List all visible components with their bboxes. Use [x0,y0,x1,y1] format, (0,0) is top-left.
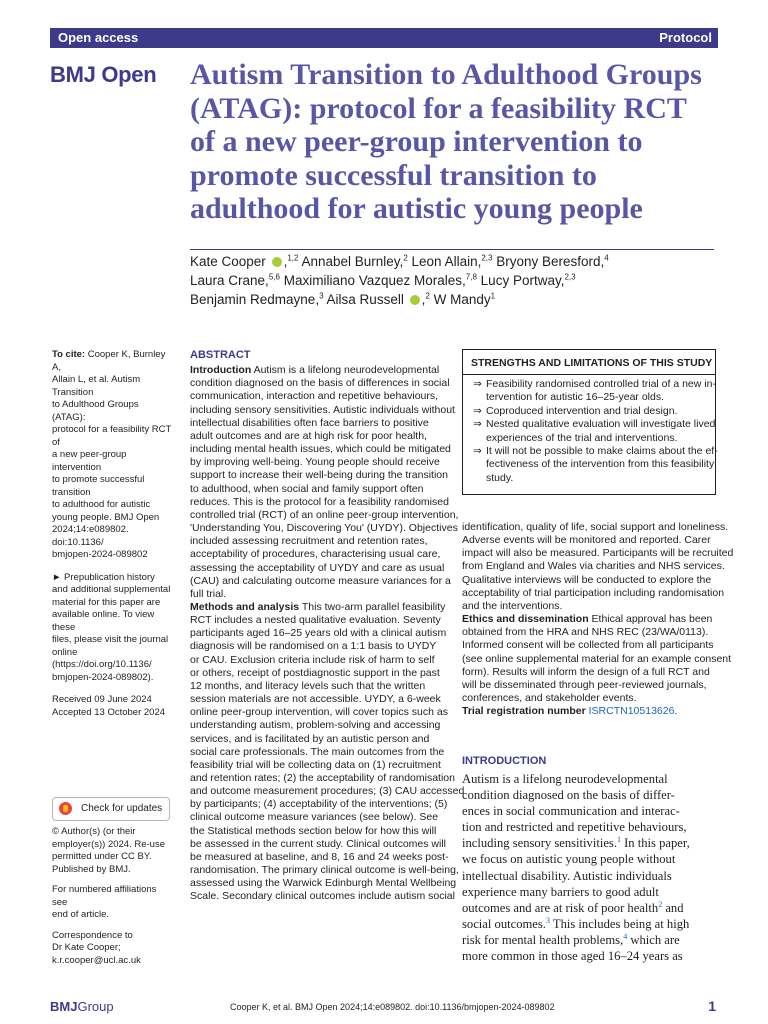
cite-text: to Adulthood Groups (ATAG): [52,399,139,423]
abstract-continued-line: conferences, and stakeholder events. [462,692,637,705]
affil-text: For numbered affiliations see [52,884,157,908]
correspondence-label: Correspondence to [52,929,133,941]
author-name[interactable]: Kate Cooper [190,254,266,269]
abstract-line: assessing the acceptability of UYDY and care as usual [190,561,445,574]
intro-line: ences in social communication and interac- [462,804,680,819]
cite-text: a new peer-group intervention [52,449,127,473]
abstract-line: to adulthood, when social and family support often [190,482,424,495]
strength-item-line: It will not be possible to make claims about the ef- [486,445,718,458]
brand-tail: Group [77,999,114,1014]
intro-text: This includes being at high [549,916,690,931]
affil-sup: 1,2 [287,253,299,263]
affil-sup: 2 [403,253,408,263]
intro-line [462,900,716,916]
prepub-text: files, please visit the journal [52,634,169,645]
abstract [190,349,465,904]
copyright-text: employer(s)) 2024. Re-use [52,838,165,850]
abstract-line: services, and is facilitated by an autistic person and [190,732,430,745]
prepub-block [52,572,172,685]
abstract-line: Methods and analysis This two-arm parallel feasibility [190,600,446,613]
page-number: 1 [708,998,716,1014]
intro-line: tion and restricted and repetitive behaviours, [462,820,687,835]
abstract-continued-line: from England and Wales via charities and NHS services. [462,560,725,573]
cite-text: 2024;14:e089802. doi:10.1136/ [52,524,129,548]
intro-text: In this paper, [620,836,690,851]
abstract-line: intellectual disabilities often face barriers to positive [190,416,429,429]
strength-item [473,445,718,485]
abstract-continued-line: will be disseminated through peer-reviewed journals, [462,678,707,691]
abstract-line: condition diagnosed on the basis of differences in social [190,377,450,390]
abstract-continued [462,521,734,718]
affiliation-note [52,884,172,922]
author-name[interactable]: Leon Allain, [411,254,482,269]
strength-item [473,378,718,405]
author-name[interactable]: Lucy Portway, [480,273,565,288]
intro-line: condition diagnosed on the basis of differ- [462,788,675,803]
arrow-icon: ⇒ [473,378,482,390]
title-line: promote successful transition to [190,158,597,192]
author-name[interactable]: W Mandy [433,292,491,307]
cite-text: Allain L, et al. Autism Transition [52,374,141,398]
abstract-line: RCT includes a nested qualitative evaluation. Seventy [190,614,441,627]
affil-sup: 2,3 [481,253,493,263]
title-line: adulthood for autistic young people [190,192,643,225]
top-banner [50,28,718,48]
abstract-line: or CAU. Exclusion criteria include risk of harm to self [190,653,435,666]
copyright-text: © Author(s) (or their [52,826,136,837]
check-updates-label: Check for updates [81,803,163,814]
citation-block [52,349,172,562]
trial-registration [462,705,716,718]
copyright-text: Published by BMJ. [52,863,131,875]
prepub-link[interactable]: online (https://doi.org/10.1136/ [52,646,152,670]
introduction-body [462,771,716,964]
strengths-limitations-box [462,349,716,495]
strength-item-line: experiences of the trial and interventions. [486,431,678,444]
prepub-text: available online. To view these [52,609,155,633]
abstract-line: and outcome measurement procedures; (3) CAU accessed [190,785,465,798]
abstract-line: included assessing recruitment and retention rates, [190,535,428,548]
author-line: Benjamin Redmayne,$^3$ Ailsa Russell ,$^2$ W Mandy$^1$ [190,291,496,307]
abstract-line: online peer-group intervention, will cover topics such as [190,706,448,719]
intro-line [462,835,716,851]
check-for-updates-button[interactable] [52,797,170,821]
strength-item-line: tervention for autistic 16–25-year olds. [486,391,665,404]
open-access-label: Open access [58,30,139,45]
intro-text: which are [627,932,680,947]
abstract-line: adult outcomes and are at high risk for poor health, [190,429,427,442]
correspondence-block [52,930,172,968]
arrow-icon: ⇒ [473,418,482,431]
affil-sup: 2 [425,291,430,301]
abstract-line: Introduction Autism is a lifelong neurodevelopmental [190,364,440,377]
affil-sup: 3 [319,291,324,301]
intro-line [462,932,716,948]
strength-item-line: study. [486,471,514,484]
abstract-continued-line: Informed consent will be collected from all participants [462,639,714,652]
abstract-continued-line: impact will also be measured. Participants will be recruited [462,547,734,560]
copyright-block [52,826,172,876]
prepub-text: material for this paper are [52,596,161,608]
abstract-line: acceptability of procedures, characterising usual care, [190,548,441,561]
abstract-line: (CAU) and calculating outcome measure variances for a [190,574,451,587]
abstract-continued-body [462,521,734,705]
title-rule [190,249,714,250]
correspondence-email[interactable]: k.r.cooper@ucl.ac.uk [52,954,141,966]
abstract-line: 12 months, and literacy levels such that the written [190,679,426,692]
abstract-line: Scale. Secondary clinical outcomes include autism social [190,890,455,903]
abstract-line: including sensory sensitivities. Autistic individuals without [190,403,455,416]
box-divider [463,374,715,375]
abstract-line: participants aged 16–25 years old with a clinical autism [190,627,447,640]
intro-line [462,916,716,932]
abstract-line: be measured at baseline, and 8, 16 and 24 weeks post- [190,850,449,863]
strengths-list [473,378,718,485]
footer-citation: Cooper K, et al. BMJ Open 2024;14:e089802. doi:10.1136/bmjopen-2024-089802 [230,1002,555,1012]
ref-link[interactable]: 1 [616,835,621,845]
trial-end: . [674,705,678,718]
trial-label: Trial registration number [462,705,586,718]
cite-text: bmjopen-2024-089802 [52,549,148,560]
arrow-icon: ⇒ [473,404,482,417]
abstract-continued-line: and the interventions. [462,599,563,612]
correspondence-name: Dr Kate Cooper; [52,942,121,953]
abstract-line: by improving well-being. Young people should receive [190,456,440,469]
abstract-line: or others, receipt of postdiagnostic support in the past [190,666,440,679]
author-name[interactable]: Maximiliano Vazquez Morales, [283,273,466,288]
intro-text: including sensory sensitivities. [462,836,617,851]
abstract-line: by participants; (4) acceptability of the interventions; (5) [190,798,448,811]
prepub-link[interactable]: bmjopen-2024-089802). [52,671,154,683]
cite-label: To cite: [52,349,86,360]
abstract-continued-line: Adverse events will be monitored and reported. Carer [462,534,711,547]
abstract-continued-line: acceptability of trial participation including randomisation [462,586,725,599]
title-line: Autism Transition to Adulthood Groups [190,58,702,91]
ref-link[interactable]: 2 [658,899,663,909]
abstract-body [190,364,465,903]
abstract-line: full trial. [190,587,227,600]
cite-text: protocol for a feasibility RCT of [52,424,172,448]
intro-text: and [662,900,684,915]
arrow-icon: ⇒ [473,445,482,458]
cite-text: to adulthood for autistic [52,499,151,510]
received-date: Received 09 June 2024 [52,694,152,705]
brand-text: BMJ [50,999,78,1014]
crossmark-icon [59,802,72,815]
cite-text: to promote successful transition [52,474,145,498]
abstract-line: reduces. This is the protocol for a feasibility randomised [190,495,449,508]
orcid-icon[interactable] [410,295,420,305]
title-line: of a new peer-group intervention to [190,125,643,158]
strength-item-line: fectiveness of the intervention from this feasibility [486,458,715,471]
abstract-line: including mental health issues, which could be mitigated [190,443,451,456]
title-line: (ATAG): protocol for a feasibility RCT [190,91,687,125]
ref-link[interactable]: 3 [545,915,550,925]
abstract-continued-line: identification, quality of life, social support and loneliness. [462,521,729,533]
author-line: Kate Cooper ,$^{1,2}$ Annabel Burnley,$^2$ Leon Allain,$^{2,3}$ Bryony Beresford,$^4$ [190,253,609,269]
abstract-line: feasibility trial will be collecting data on (1) recruitment [190,758,441,771]
affil-sup: 7,8 [465,272,477,282]
abstract-line: diagnosis will be randomised on a 1:1 basis to UYDY [190,640,437,653]
abstract-continued-line: Qualitative interviews will be conducted to explore the [462,573,712,586]
author-name[interactable]: Annabel Burnley, [301,254,404,269]
introduction-heading: INTRODUCTION [462,755,547,767]
orcid-icon[interactable] [272,257,282,267]
intro-line: experience many barriers to good adult [462,884,659,899]
abstract-line: the Statistical methods section below for how this will [190,824,437,837]
prepub-text: and additional supplemental [52,584,171,595]
affil-sup: 1 [490,291,496,301]
author-name[interactable]: Ailsa Russell [326,292,404,307]
trial-number-link[interactable]: ISRCTN10513626 [588,705,675,718]
affil-text: end of article. [52,909,110,920]
strength-item-line: Coproduced intervention and trial design. [486,404,678,417]
abstract-continued-line: form). Results will inform the design of a full RCT and [462,665,710,678]
prepub-text: ► Prepublication history [52,571,155,583]
abstract-line: communication, interaction and repetitive behaviours, [190,390,439,403]
intro-line: intellectual disability. Autistic individuals [462,868,672,883]
abstract-continued-line: Ethics and dissemination Ethical approval has been [462,613,713,626]
abstract-line: understanding autism, problem-solving and accessing [190,719,441,732]
intro-text: outcomes and are at risk of poor health [462,900,659,915]
abstract-line: and retention rates; (2) the acceptability of randomisation [190,772,455,784]
intro-text: social outcomes. [462,916,546,931]
abstract-line: social care professionals. The main outcomes from the [190,745,445,758]
dates-block [52,694,172,719]
abstract-line: randomisation. The primary clinical outcome is well-being, [190,864,459,877]
ref-link[interactable]: 4 [623,931,628,941]
abstract-line: 'Understanding You, Discovering You' (UYDY). Objectives [190,522,458,535]
strength-item [473,418,718,445]
affil-sup: 5,6 [268,272,280,282]
strength-item [473,405,718,418]
author-name[interactable]: Bryony Beresford, [496,254,605,269]
intro-line: we focus on autistic young people without [462,852,676,867]
author-name[interactable]: Benjamin Redmayne, [190,292,320,307]
abstract-line: be assessed in the current study. Clinical outcomes will [190,837,447,850]
cite-text: Cooper K, Burnley A, [52,349,166,373]
sidebar-lower [52,826,172,967]
abstract-line: assessed using the Warwick Edinburgh Mental Wellbeing [190,877,457,890]
abstract-line: support to increase their well-being during the transition [190,469,448,482]
abstract-heading: ABSTRACT [190,349,251,361]
affil-sup: 2,3 [564,272,576,282]
intro-text: risk for mental health problems, [462,932,624,947]
strengths-heading: STRENGTHS AND LIMITATIONS OF THIS STUDY [471,357,713,369]
strength-item-line: Feasibility randomised controlled trial of a new in- [486,378,716,390]
journal-logo: BMJ Open [50,62,157,87]
affil-sup: 4 [604,253,609,263]
accepted-date: Accepted 13 October 2024 [52,706,166,718]
author-line [190,271,730,290]
cite-text: young people. BMJ Open [52,511,160,523]
abstract-line: session materials are not accessible. UYDY, a 6-week [190,693,441,706]
intro-line: more common in those aged 16–24 years as [462,949,683,964]
abstract-continued-line: (see online supplemental material for an example consent [462,652,732,665]
abstract-line: clinical outcome measure variances (see below). See [190,811,439,824]
article-type-label: Protocol [659,30,712,45]
abstract-line: controlled trial (RCT) of an online peer-group intervention, [190,508,459,521]
strength-item-line: Nested qualitative evaluation will investigate lived [486,418,716,431]
article-title [190,58,730,226]
bmj-group-logo [50,999,114,1014]
intro-line: Autism is a lifelong neurodevelopmental [462,772,668,786]
copyright-text: permitted under CC BY. [52,851,152,862]
sidebar [52,349,172,729]
author-list [190,252,730,309]
abstract-continued-line: obtained from the HRA and NHS REC (23/WA/0113). [462,626,709,639]
author-name[interactable]: Laura Crane, [190,273,269,288]
